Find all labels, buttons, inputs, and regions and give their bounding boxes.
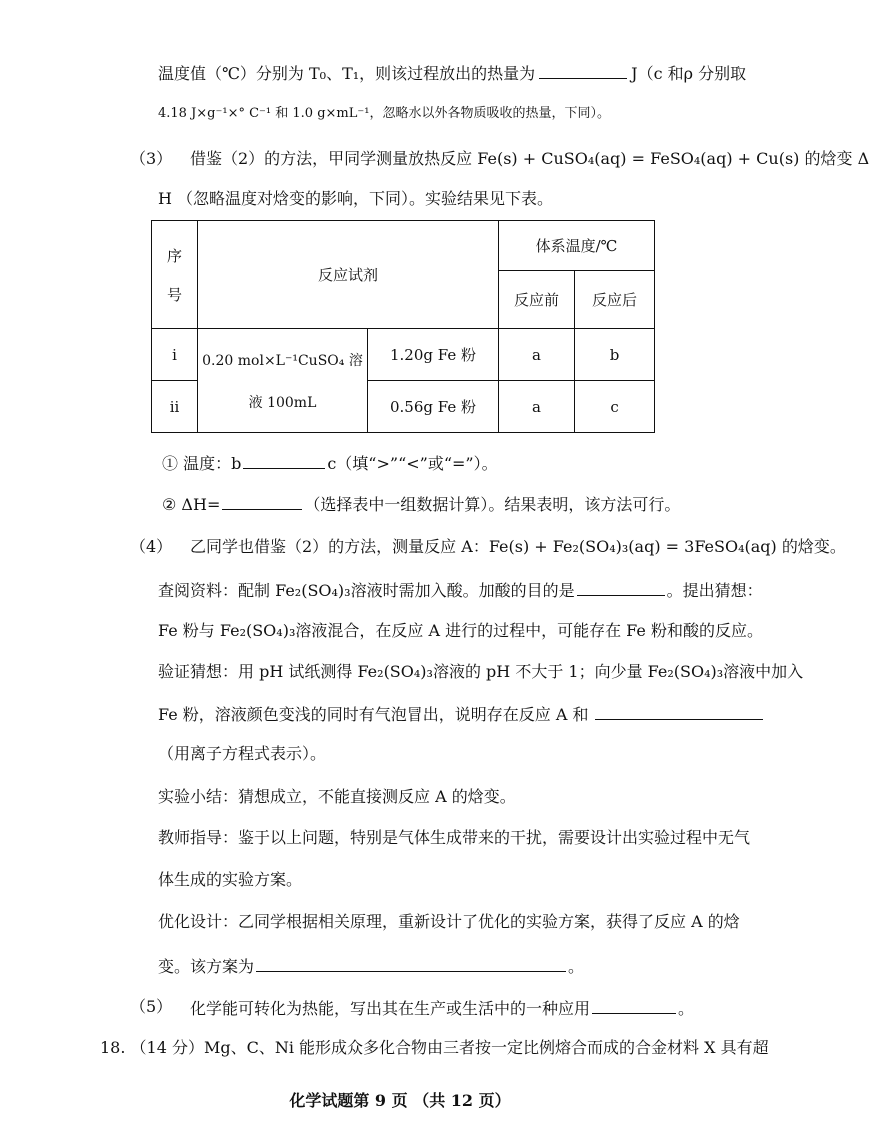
text-segment: ① 温度：b bbox=[162, 454, 242, 473]
answer-blank-acid[interactable] bbox=[577, 579, 665, 596]
q4-text-h: 教师指导：鉴于以上问题，特别是气体生成带来的干扰，需要设计出实验过程中无气 bbox=[158, 828, 751, 847]
q4-text-k bbox=[158, 955, 584, 977]
text-segment: 化学能可转化为热能，写出其在生产或生活中的一种应用 bbox=[190, 999, 591, 1018]
text-segment: 。 bbox=[568, 957, 585, 976]
header-seq-part: 序 bbox=[166, 246, 182, 265]
q4-text-e bbox=[158, 703, 763, 725]
header-seq-part: 号 bbox=[166, 285, 182, 304]
q4-text-d: 验证猜想：用 pH 试纸测得 Fe₂(SO₄)₃溶液的 pH 不大于 1；向少量 Fe₂(SO₄)₃溶液中加入 bbox=[158, 662, 804, 681]
answer-blank-dh[interactable] bbox=[222, 493, 302, 510]
text-segment: J（c 和ρ 分别取 bbox=[631, 64, 747, 83]
item-1 bbox=[162, 452, 498, 474]
cell-seq: i bbox=[152, 329, 198, 381]
cell-after: b bbox=[575, 329, 655, 381]
text-segment: ② ΔH= bbox=[162, 495, 221, 514]
q4-text-g: 实验小结：猜想成立，不能直接测反应 A 的焓变。 bbox=[158, 787, 516, 806]
text-line-2: 4.18 J×g⁻¹×° C⁻¹ 和 1.0 g×mL⁻¹，忽略水以外各物质吸收的热量，下同）。 bbox=[158, 106, 610, 121]
item-2 bbox=[162, 493, 680, 515]
text-segment: c（填“>”“<”或“=”）。 bbox=[327, 454, 498, 473]
q4-text-j: 优化设计：乙同学根据相关原理，重新设计了优化的实验方案，获得了反应 A 的焓 bbox=[158, 912, 740, 931]
table-row bbox=[152, 329, 655, 381]
cell-fe: 0.56g Fe 粉 bbox=[368, 381, 499, 433]
q3-text-b: H （忽略温度对焓变的影响，下同）。实验结果见下表。 bbox=[158, 189, 554, 208]
experiment-table bbox=[151, 220, 655, 433]
cell-fe: 1.20g Fe 粉 bbox=[368, 329, 499, 381]
reagent-line: 0.20 mol×L⁻¹CuSO₄ 溶 bbox=[202, 352, 363, 369]
answer-blank-plan[interactable] bbox=[256, 955, 566, 972]
q3-number: （3） bbox=[130, 149, 173, 168]
header-after: 反应后 bbox=[575, 271, 655, 329]
reagent-line: 液 100mL bbox=[248, 394, 317, 411]
answer-blank-compare[interactable] bbox=[243, 452, 325, 469]
cell-seq: ii bbox=[152, 381, 198, 433]
q4-text-i: 体生成的实验方案。 bbox=[158, 870, 303, 889]
page-footer: 化学试题第 9 页 （共 12 页） bbox=[289, 1091, 511, 1110]
text-segment: 。提出猜想： bbox=[666, 581, 763, 600]
header-reagent: 反应试剂 bbox=[198, 221, 499, 329]
q4-number: （4） bbox=[130, 537, 173, 556]
header-temp: 体系温度/℃ bbox=[499, 221, 655, 271]
q18-text: 18. （14 分）Mg、C、Ni 能形成众多化合物由三者按一定比例熔合而成的合金材料 X 具有超 bbox=[100, 1038, 769, 1057]
text-segment: 。 bbox=[678, 999, 695, 1018]
q4-text-f: （用离子方程式表示）。 bbox=[158, 744, 327, 763]
answer-blank-ion-eq[interactable] bbox=[595, 703, 763, 720]
text-segment: 查阅资料：配制 Fe₂(SO₄)₃溶液时需加入酸。加酸的目的是 bbox=[158, 581, 575, 600]
q3-text-a: 借鉴（2）的方法，甲同学测量放热反应 Fe(s) + CuSO₄(aq) = FeSO₄(aq) + Cu(s) 的焓变 Δ bbox=[190, 149, 869, 168]
text-segment: 温度值（℃）分别为 T₀、T₁，则该过程放出的热量为 bbox=[158, 64, 536, 83]
answer-blank-application[interactable] bbox=[592, 997, 676, 1014]
answer-blank-heat[interactable] bbox=[539, 62, 627, 79]
cell-before: a bbox=[499, 329, 575, 381]
q5-text bbox=[190, 997, 694, 1019]
text-segment: 变。该方案为 bbox=[158, 957, 255, 976]
q4-text-b bbox=[158, 579, 763, 601]
header-seq bbox=[152, 221, 198, 329]
text-line-1 bbox=[158, 62, 746, 84]
cell-after: c bbox=[575, 381, 655, 433]
q5-number: （5） bbox=[130, 997, 173, 1016]
q4-text-c: Fe 粉与 Fe₂(SO₄)₃溶液混合，在反应 A 进行的过程中，可能存在 Fe 粉和酸的反应。 bbox=[158, 621, 763, 640]
cell-shared-reagent bbox=[198, 329, 368, 433]
header-before: 反应前 bbox=[499, 271, 575, 329]
q4-text-a: 乙同学也借鉴（2）的方法，测量反应 A：Fe(s) + Fe₂(SO₄)₃(aq) = 3FeSO₄(aq) 的焓变。 bbox=[190, 537, 846, 556]
text-segment: （选择表中一组数据计算）。结果表明，该方法可行。 bbox=[304, 495, 681, 514]
text-segment: Fe 粉，溶液颜色变浅的同时有气泡冒出，说明存在反应 A 和 bbox=[158, 705, 589, 724]
cell-before: a bbox=[499, 381, 575, 433]
